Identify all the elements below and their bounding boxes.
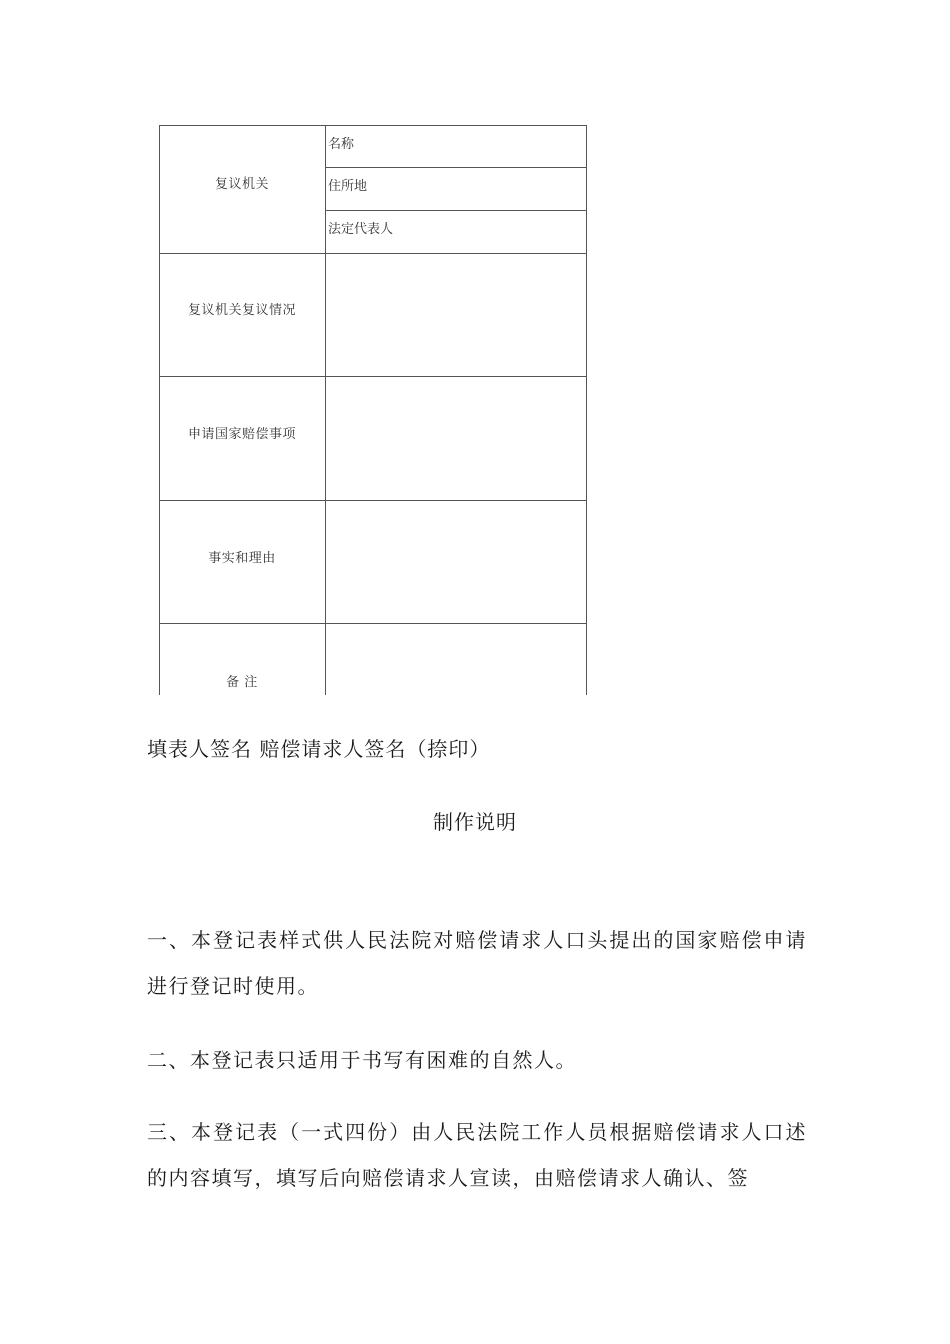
row-divider-review (159, 253, 587, 254)
claim-label: 申请国家赔偿事项 (187, 427, 296, 442)
review-label: 复议机关复议情况 (187, 303, 296, 318)
agency-name-field-label: 名称 (328, 137, 355, 152)
registration-form-table (159, 125, 587, 695)
table-top-border (159, 125, 587, 126)
signature-line: 填表人签名 赔偿请求人签名（捺印） (147, 737, 491, 761)
row-divider-claim (159, 376, 587, 377)
agency-legal-rep-field-label: 法定代表人 (328, 222, 394, 237)
agency-address-field-label: 住所地 (328, 179, 368, 194)
agency-subrow-divider-2 (325, 210, 587, 211)
row-divider-remarks (159, 623, 587, 624)
facts-label: 事实和理由 (208, 551, 276, 566)
instruction-item-2: 二、本登记表只适用于书写有困难的自然人。 (147, 1048, 577, 1072)
table-left-border (159, 125, 160, 695)
instruction-item-1: 一、本登记表样式供人民法院对赔偿请求人口头提出的国家赔偿申请进行登记时使用。 (147, 928, 807, 998)
row-divider-facts (159, 500, 587, 501)
agency-subrow-divider-1 (325, 167, 587, 168)
instructions-title: 制作说明 (433, 810, 517, 834)
agency-label: 复议机关 (214, 177, 269, 192)
remarks-label: 备 注 (226, 675, 258, 690)
instruction-item-3: 三、本登记表（一式四份）由人民法院工作人员根据赔偿请求人口述的内容填写，填写后向赔偿请求人宣读，由赔偿请求人确认、签 (147, 1120, 807, 1190)
